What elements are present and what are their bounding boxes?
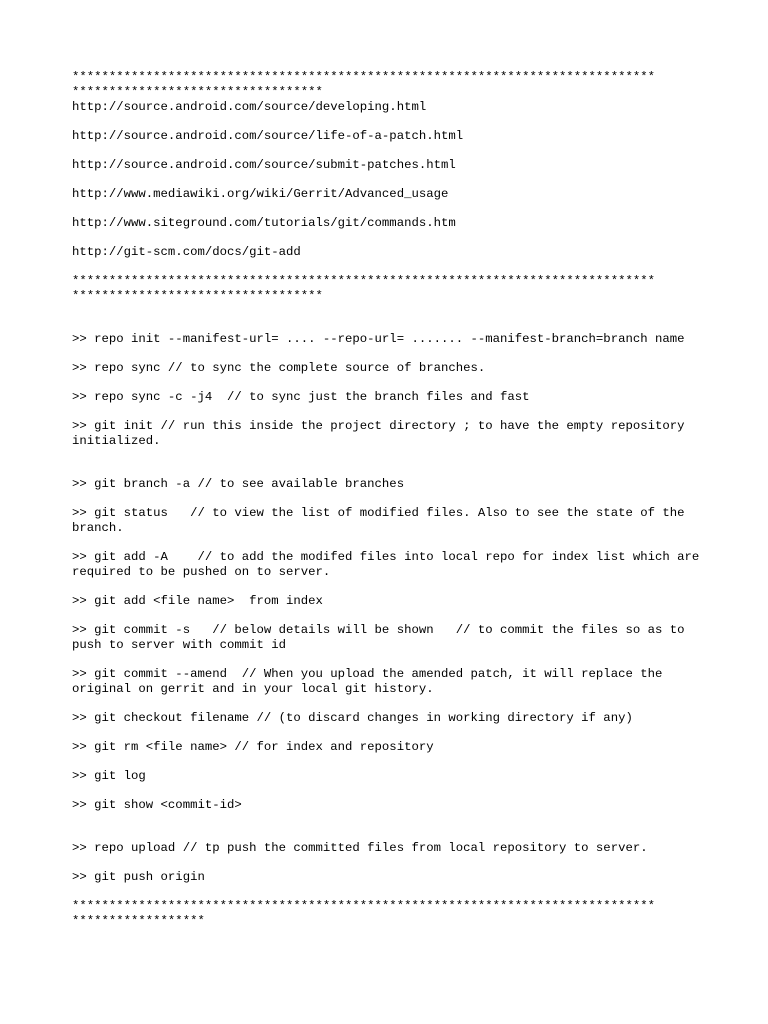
separator-stars-mid-cont: ********************************** bbox=[72, 289, 323, 303]
command-git-rm: >> git rm <file name> // for index and repository bbox=[72, 740, 434, 754]
command-repo-init: >> repo init --manifest-url= .... --repo-url= ....... --manifest-branch=branch name bbox=[72, 332, 685, 346]
command-git-push: >> git push origin bbox=[72, 870, 205, 884]
link-developing[interactable]: http://source.android.com/source/developing.html bbox=[72, 100, 427, 114]
command-git-commit: >> git commit -s // below details will be shown // to commit the files so as to push to server with commit id bbox=[72, 623, 692, 652]
separator-stars-bottom-cont: ****************** bbox=[72, 914, 205, 928]
command-git-init: >> git init // run this inside the project directory ; to have the empty repository initialized. bbox=[72, 419, 692, 448]
command-git-status: >> git status // to view the list of modified files. Also to see the state of the branch. bbox=[72, 506, 692, 535]
command-repo-sync-fast: >> repo sync -c -j4 // to sync just the branch files and fast bbox=[72, 390, 530, 404]
command-git-branch: >> git branch -a // to see available branches bbox=[72, 477, 405, 491]
separator-stars-top: ******************************************************************************* bbox=[72, 70, 655, 84]
link-life-of-a-patch[interactable]: http://source.android.com/source/life-of-a-patch.html bbox=[72, 129, 464, 143]
separator-stars-top-cont: ********************************** bbox=[72, 85, 323, 99]
command-git-checkout: >> git checkout filename // (to discard changes in working directory if any) bbox=[72, 711, 633, 725]
command-git-add-file: >> git add <file name> from index bbox=[72, 594, 323, 608]
link-submit-patches[interactable]: http://source.android.com/source/submit-patches.html bbox=[72, 158, 456, 172]
command-git-show: >> git show <commit-id> bbox=[72, 798, 242, 812]
command-git-add-all: >> git add -A // to add the modifed files into local repo for index list which are required to be pushed on to server. bbox=[72, 550, 707, 579]
separator-stars-mid: ******************************************************************************* bbox=[72, 274, 655, 288]
link-gerrit-advanced-usage[interactable]: http://www.mediawiki.org/wiki/Gerrit/Advanced_usage bbox=[72, 187, 449, 201]
command-repo-upload: >> repo upload // tp push the committed files from local repository to server. bbox=[72, 841, 648, 855]
command-git-log: >> git log bbox=[72, 769, 146, 783]
separator-stars-bottom: ******************************************************************************* bbox=[72, 899, 655, 913]
command-git-commit-amend: >> git commit --amend // When you upload the amended patch, it will replace the original on gerrit and in your local git history. bbox=[72, 667, 670, 696]
document-page bbox=[72, 70, 707, 929]
link-siteground-git-commands[interactable]: http://www.siteground.com/tutorials/git/commands.htm bbox=[72, 216, 456, 230]
link-git-add-docs[interactable]: http://git-scm.com/docs/git-add bbox=[72, 245, 301, 259]
command-repo-sync: >> repo sync // to sync the complete source of branches. bbox=[72, 361, 486, 375]
